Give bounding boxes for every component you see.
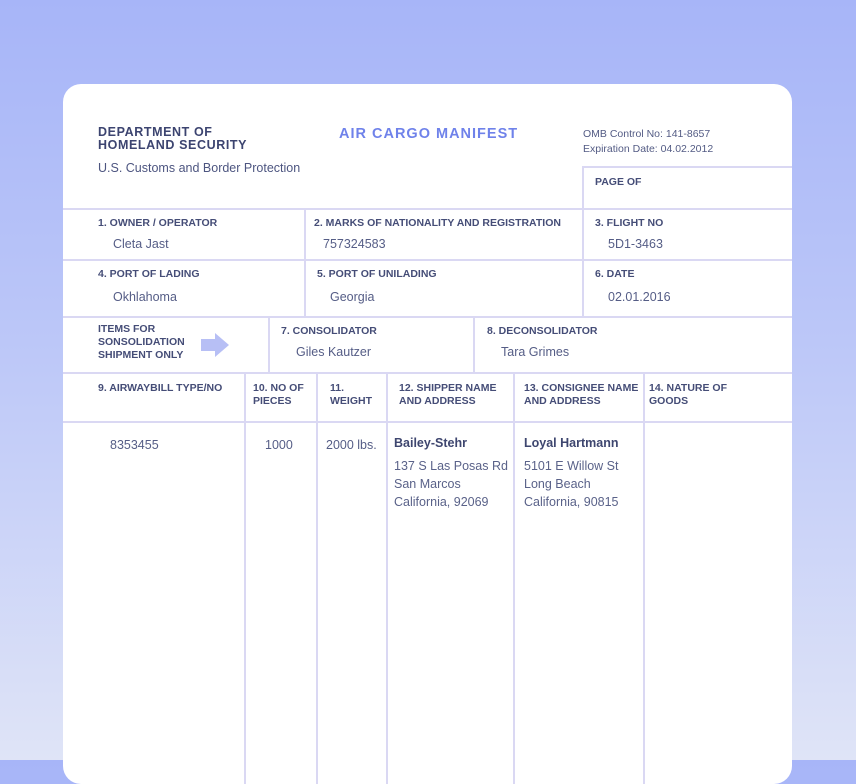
unlading-value: Georgia [330,290,375,304]
consignee-city: Long Beach [524,477,591,491]
shipper-address [394,457,508,511]
airwaybill-value: 8353455 [110,438,159,452]
department-line2: HOMELAND SECURITY [98,138,248,152]
department-name [98,126,247,152]
rule [244,372,246,784]
header-consignee: 13. CONSIGNEE NAME AND ADDRESS [524,382,639,407]
header-pieces: 10. NO OF PIECES [253,382,304,407]
deconsolidator-label: 8. DECONSOLIDATOR [487,325,598,337]
page-of-label: PAGE OF [595,176,642,188]
rule [513,372,515,784]
consolidator-label: 7. CONSOLIDATOR [281,325,377,337]
flight-value: 5D1-3463 [608,237,663,251]
consolidator-value: Giles Kautzer [296,345,372,359]
rule [63,421,792,423]
owner-value: Cleta Jast [113,237,169,251]
rule [582,166,792,168]
rule [63,316,792,318]
consignee-name: Loyal Hartmann [524,436,619,450]
omb-control: OMB Control No: 141-8657 [583,128,711,140]
owner-label: 1. OWNER / OPERATOR [98,217,218,229]
rule [473,316,475,373]
agency-name: U.S. Customs and Border Protection [98,161,301,175]
rule [63,208,792,210]
rule [63,372,792,374]
header-weight: 11. WEIGHT [330,382,372,407]
lading-value: Okhlahoma [113,290,177,304]
lading-label: 4. PORT OF LADING [98,268,200,280]
header-airwaybill: 9. AIRWAYBILL TYPE/NO [98,382,223,394]
consignee-address [524,457,619,511]
shipper-street: 137 S Las Posas Rd [394,459,508,473]
rule [643,372,645,784]
rule [268,316,270,373]
rule [582,166,584,317]
weight-value: 2000 lbs. [326,438,377,452]
shipper-name: Bailey-Stehr [394,436,467,450]
header-shipper: 12. SHIPPER NAME AND ADDRESS [399,382,497,407]
omb-info [583,127,713,157]
rule [316,372,318,784]
items-line1: ITEMS FOR [98,323,156,335]
shipper-state-zip: California, 92069 [394,495,489,509]
unlading-label: 5. PORT OF UNILADING [317,268,437,280]
date-value: 02.01.2016 [608,290,671,304]
consignee-street: 5101 E Willow St [524,459,619,473]
department-line1: DEPARTMENT OF [98,125,213,139]
rule [304,208,306,317]
items-for-consolidation [98,323,185,362]
items-line3: SHIPMENT ONLY [98,349,184,361]
date-label: 6. DATE [595,268,635,280]
expiration-date: Expiration Date: 04.02.2012 [583,143,714,155]
rule [63,259,792,261]
pieces-value: 1000 [265,438,293,452]
marks-label: 2. MARKS OF NATIONALITY AND REGISTRATION [314,217,561,229]
marks-value: 757324583 [323,237,386,251]
flight-label: 3. FLIGHT NO [595,217,664,229]
rule [386,372,388,784]
deconsolidator-value: Tara Grimes [501,345,570,359]
right-arrow-icon [201,333,229,357]
shipper-city: San Marcos [394,477,461,491]
header-nature: 14. NATURE OF GOODS [649,382,727,407]
items-line2: SONSOLIDATION [98,336,185,348]
manifest-document [63,84,792,784]
form-title: AIR CARGO MANIFEST [339,126,519,142]
consignee-state-zip: California, 90815 [524,495,619,509]
